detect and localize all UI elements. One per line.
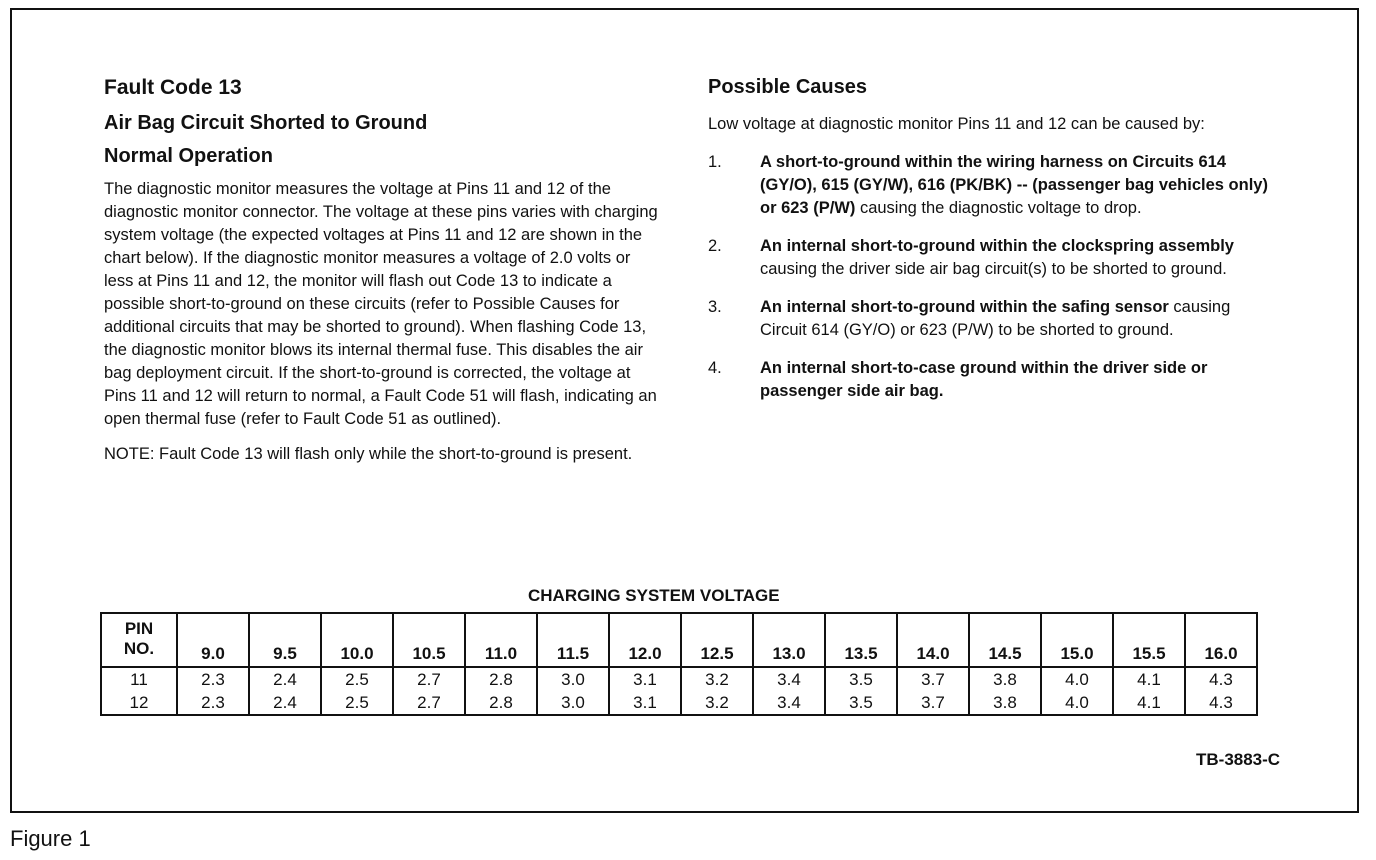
voltage-value-cell: 2.8 — [465, 667, 537, 691]
voltage-header-cell: 10.5 — [393, 613, 465, 667]
voltage-table-title: CHARGING SYSTEM VOLTAGE — [528, 586, 780, 605]
causes-list — [708, 151, 1268, 403]
possible-causes-heading: Possible Causes — [708, 76, 867, 98]
voltage-value-cell: 3.5 — [825, 691, 897, 715]
normal-operation-paragraph: The diagnostic monitor measures the voltage at Pins 11 and 12 of the diagnostic monitor connector. The voltage at these pins varies with charging system voltage (the expected voltages at Pins 11 and 12 are shown in the chart below). If the diagnostic monitor measures a voltage of 2.0 volts or less at Pins 11 and 12, the monitor will flash out Code 13 to indicate a possible short-to-ground on these circuits (refer to Possible Causes for additional circuits that may be shorted to ground). When flashing Code 13, the diagnostic monitor blows its internal thermal fuse. This disables the air bag deployment circuit. If the short-to-ground is corrected, the voltage at Pins 11 and 12 will return to normal, a Fault Code 51 will flash, indicating an open thermal fuse (refer to Fault Code 51 as outlined). — [104, 180, 658, 428]
voltage-value-cell: 2.8 — [465, 691, 537, 715]
voltage-value-cell: 2.3 — [177, 667, 249, 691]
pin-number-cell: 11 — [101, 667, 177, 691]
voltage-value-cell: 4.3 — [1185, 667, 1257, 691]
voltage-value-cell: 4.0 — [1041, 667, 1113, 691]
voltage-header-cell: 9.0 — [177, 613, 249, 667]
table-row — [101, 691, 1257, 715]
voltage-value-cell: 3.2 — [681, 691, 753, 715]
cause-text: causing the driver side air bag circuit(s) to be shorted to ground. — [760, 260, 1227, 278]
voltage-table-body — [101, 667, 1257, 715]
voltage-value-cell: 3.5 — [825, 667, 897, 691]
voltage-value-cell: 4.3 — [1185, 691, 1257, 715]
voltage-header-cell: 11.5 — [537, 613, 609, 667]
voltage-header-cell: 16.0 — [1185, 613, 1257, 667]
table-row — [101, 667, 1257, 691]
cause-bold-text: A short-to-ground within the wiring harness on Circuits 614 (GY/O), 615 (GY/W), 616 (PK/BK) -- (passenger bag vehicles only) or 623 (P/W) — [760, 153, 1268, 217]
cause-number: 3. — [708, 298, 722, 316]
voltage-value-cell: 2.3 — [177, 691, 249, 715]
voltage-value-cell: 4.0 — [1041, 691, 1113, 715]
cause-number: 1. — [708, 153, 722, 171]
voltage-value-cell: 3.0 — [537, 667, 609, 691]
cause-item — [708, 235, 1268, 281]
cause-bold-text: An internal short-to-ground within the clockspring assembly — [760, 237, 1234, 255]
voltage-header-cell: 14.5 — [969, 613, 1041, 667]
voltage-value-cell: 2.7 — [393, 667, 465, 691]
figure-code: TB-3883-C — [1196, 750, 1281, 769]
voltage-header-row — [101, 613, 1257, 667]
voltage-value-cell: 4.1 — [1113, 691, 1185, 715]
voltage-value-cell: 2.4 — [249, 667, 321, 691]
voltage-value-cell: 3.4 — [753, 667, 825, 691]
cause-number: 4. — [708, 359, 722, 377]
voltage-value-cell: 4.1 — [1113, 667, 1185, 691]
cause-bold-text: An internal short-to-case ground within the driver side or passenger side air bag. — [760, 359, 1208, 400]
voltage-value-cell: 2.5 — [321, 691, 393, 715]
normal-operation-heading: Normal Operation — [104, 145, 273, 167]
pin-header-line2: NO. — [123, 639, 155, 658]
voltage-value-cell: 2.5 — [321, 667, 393, 691]
voltage-value-cell: 3.1 — [609, 691, 681, 715]
cause-item — [708, 357, 1268, 403]
cause-text: causing the diagnostic voltage to drop. — [855, 199, 1142, 217]
voltage-value-cell: 3.8 — [969, 667, 1041, 691]
pin-header-line1: PIN — [124, 619, 154, 638]
cause-number: 2. — [708, 237, 722, 255]
voltage-value-cell: 3.2 — [681, 667, 753, 691]
voltage-value-cell: 2.4 — [249, 691, 321, 715]
voltage-value-cell: 3.0 — [537, 691, 609, 715]
voltage-value-cell: 3.7 — [897, 691, 969, 715]
voltage-header-cell: 12.5 — [681, 613, 753, 667]
cause-item — [708, 296, 1268, 342]
cause-text: causing Circuit 614 (GY/O) or 623 (P/W) to be shorted to ground. — [760, 298, 1231, 339]
voltage-header-cell: 12.0 — [609, 613, 681, 667]
possible-causes-intro: Low voltage at diagnostic monitor Pins 11 and 12 can be caused by: — [708, 115, 1205, 133]
voltage-value-cell: 3.1 — [609, 667, 681, 691]
cause-bold-text: An internal short-to-ground within the safing sensor — [760, 298, 1169, 316]
pin-number-cell: 12 — [101, 691, 177, 715]
voltage-value-cell: 3.8 — [969, 691, 1041, 715]
pin-number-header — [101, 613, 177, 667]
voltage-value-cell: 3.4 — [753, 691, 825, 715]
voltage-value-cell: 3.7 — [897, 667, 969, 691]
voltage-header-cell: 14.0 — [897, 613, 969, 667]
voltage-header-cell: 13.5 — [825, 613, 897, 667]
voltage-header-cell: 15.5 — [1113, 613, 1185, 667]
voltage-header-cell: 15.0 — [1041, 613, 1113, 667]
voltage-header-cell: 10.0 — [321, 613, 393, 667]
note-paragraph: NOTE: Fault Code 13 will flash only while the short-to-ground is present. — [104, 445, 633, 463]
voltage-header-cell: 9.5 — [249, 613, 321, 667]
fault-code-title: Fault Code 13 — [104, 76, 242, 99]
right-column — [708, 76, 1268, 418]
voltage-header-cell: 13.0 — [753, 613, 825, 667]
voltage-value-cell: 2.7 — [393, 691, 465, 715]
fault-subtitle: Air Bag Circuit Shorted to Ground — [104, 112, 428, 134]
voltage-table — [100, 612, 1258, 716]
left-column — [104, 76, 664, 478]
voltage-header-cell: 11.0 — [465, 613, 537, 667]
cause-item — [708, 151, 1268, 220]
figure-caption: Figure 1 — [10, 826, 91, 851]
